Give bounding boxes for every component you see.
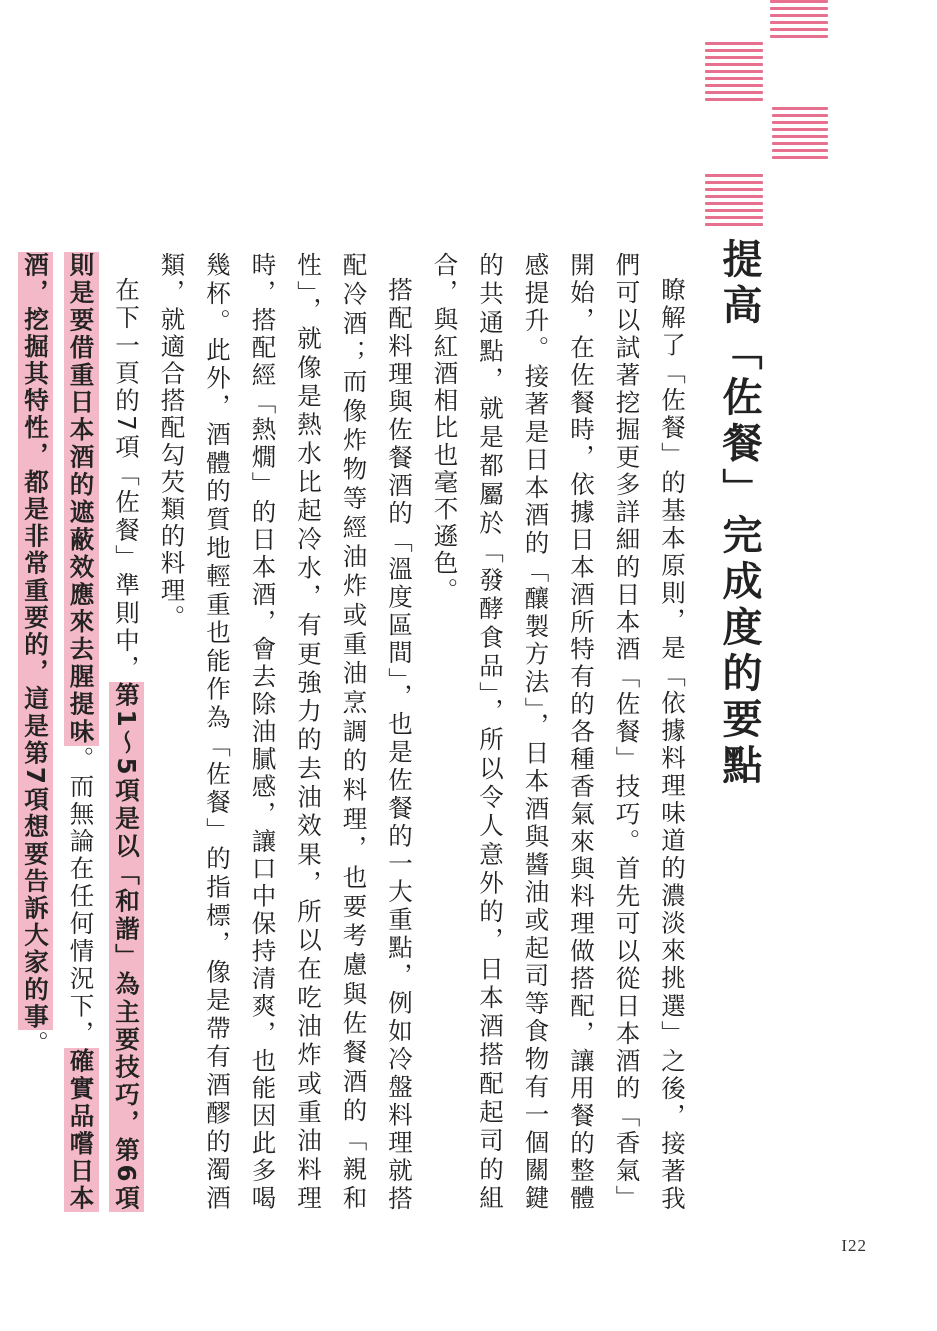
highlight-rule-7: 確實品嚐日本酒，挖掘其特性，都是非常重要的，這是第7項想要告訴大家的事 (18, 252, 99, 1212)
paragraph-3 (13, 252, 150, 1212)
page-title: 提高「佐餐」完成度的要點 (716, 238, 762, 790)
body-text (21, 252, 695, 1212)
paragraph-3-text-c: 。 (21, 1030, 50, 1058)
paragraph-3-text-b: 。而無論在任何情況下， (66, 745, 96, 1048)
paragraph-2 (149, 252, 422, 1212)
page-number: I22 (841, 1236, 867, 1255)
paragraph-1-text: 瞭解了「佐餐」的基本原則，是「依據料理味道的濃淡來挑選」之後，接著我們可以試著挖掘更多詳細的日本酒「佐餐」技巧。首先可以從日本酒的「香氣」開始，在佐餐時，依據日本酒所特有的各種香氣來與料理做搭配，讓用餐的整體感提升。接著是日本酒的「釀製方法」，日本酒與醬油或起司等食物有一個關鍵的共通點，就是都屬於「發酵食品」，所以令人意外的，日本酒搭配起司的組合，與紅酒相比也毫不遜色。 (430, 252, 687, 1212)
paragraph-2-text: 搭配料理與佐餐酒的「溫度區間」，也是佐餐的一大重點，例如冷盤料理就搭配冷酒；而像炸物等經油炸或重油烹調的料理，也要考慮與佐餐酒的「親和性」，就像是熱水比起冷水，有更強力的去油效果，所以在吃油炸或重油料理時，搭配經「熱燗」的日本酒，會去除油膩感，讓口中保持清爽，也能因此多喝幾杯。此外，酒體的質地輕重也能作為「佐餐」的指標，像是帶有酒醪的濁酒類，就適合搭配勾芡類的料理。 (157, 252, 414, 1212)
paragraph-3-text-a: 在下一頁的7項「佐餐」準則中， (112, 276, 141, 683)
decorative-hatch-middle-right (772, 107, 828, 163)
highlight-rules-1-6: 第1～5項是以「和諧」為主要技巧，第6項則是要借重日本酒的遮蔽效應來去腥提味 (64, 252, 145, 1212)
decorative-hatch-left (705, 42, 763, 105)
paragraph-1 (422, 252, 695, 1212)
decorative-hatch-lower-left (705, 174, 763, 230)
decorative-hatch-top-right (770, 0, 828, 42)
